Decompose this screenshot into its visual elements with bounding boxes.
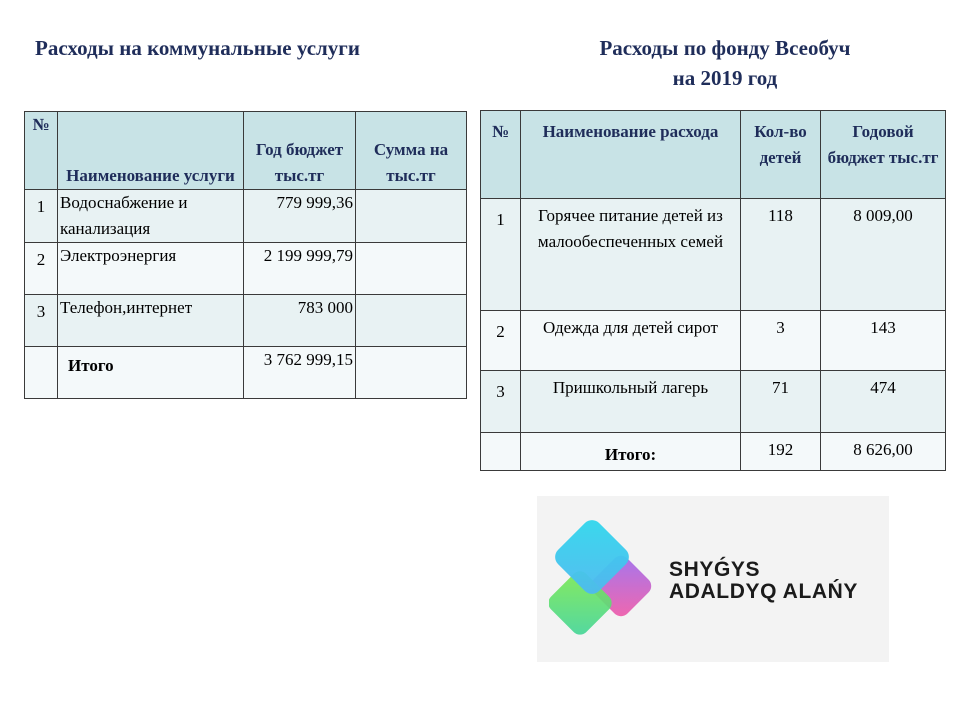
- header-annual-budget: Год бюджет тыс.тг: [244, 112, 356, 190]
- table-row: [25, 295, 467, 347]
- table-total-row: [481, 433, 946, 471]
- table-row: [481, 199, 946, 311]
- row-budget: 779 999,36: [244, 190, 356, 243]
- row-sum: [356, 243, 467, 295]
- row-budget: 2 199 999,79: [244, 243, 356, 295]
- total-label: Итого:: [521, 433, 741, 471]
- row-number: 3: [25, 295, 58, 347]
- table-header-row: [25, 112, 467, 190]
- header-number: №: [481, 111, 521, 199]
- row-expense-name: Пришкольный лагерь: [521, 371, 741, 433]
- row-budget: 474: [821, 371, 946, 433]
- left-title: Расходы на коммунальные услуги: [35, 36, 360, 60]
- logo-panel: [537, 496, 889, 662]
- header-sum: Сумма на тыс.тг: [356, 112, 467, 190]
- row-children-count: 3: [741, 311, 821, 371]
- row-service-name: Электроэнергия: [58, 243, 244, 295]
- table-total-row: [25, 347, 467, 399]
- total-label: Итого: [58, 347, 244, 399]
- logo-diamonds-icon: [549, 514, 659, 642]
- total-budget: 3 762 999,15: [244, 347, 356, 399]
- row-budget: 143: [821, 311, 946, 371]
- total-budget: 8 626,00: [821, 433, 946, 471]
- row-sum: [356, 190, 467, 243]
- row-budget: 783 000: [244, 295, 356, 347]
- utilities-table: [24, 111, 467, 399]
- table-row: [481, 311, 946, 371]
- row-expense-name: Одежда для детей сирот: [521, 311, 741, 371]
- row-number: 1: [25, 190, 58, 243]
- row-number: 3: [481, 371, 521, 433]
- right-title-line1: Расходы по фонду Всеобуч: [599, 36, 851, 60]
- table-row: [481, 371, 946, 433]
- vseobuch-fund-table: [480, 110, 946, 471]
- table-row: [25, 243, 467, 295]
- row-budget: 8 009,00: [821, 199, 946, 311]
- row-sum: [356, 295, 467, 347]
- right-title: [520, 33, 930, 93]
- row-service-name: Телефон,интернет: [58, 295, 244, 347]
- header-number: №: [25, 112, 58, 190]
- header-annual-budget: Годовой бюджет тыс.тг: [821, 111, 946, 199]
- logo-text-line1: SHYǴYS: [669, 558, 761, 581]
- total-number-cell: [481, 433, 521, 471]
- row-number: 2: [25, 243, 58, 295]
- header-children-count: Кол-во детей: [741, 111, 821, 199]
- row-children-count: 71: [741, 371, 821, 433]
- table-header-row: [481, 111, 946, 199]
- total-sum: [356, 347, 467, 399]
- header-expense-name: Наименование расхода: [521, 111, 741, 199]
- total-children-count: 192: [741, 433, 821, 471]
- total-number-cell: [25, 347, 58, 399]
- row-children-count: 118: [741, 199, 821, 311]
- row-number: 1: [481, 199, 521, 311]
- row-expense-name: Горячее питание детей из малообеспеченных семей: [521, 199, 741, 311]
- row-number: 2: [481, 311, 521, 371]
- row-service-name: Водоснабжение и канализация: [58, 190, 244, 243]
- logo-text-line2: ADALDYQ ALAŃY: [669, 580, 859, 603]
- header-service-name: Наименование услуги: [58, 112, 244, 190]
- right-title-line2: на 2019 год: [672, 66, 778, 90]
- table-row: [25, 190, 467, 243]
